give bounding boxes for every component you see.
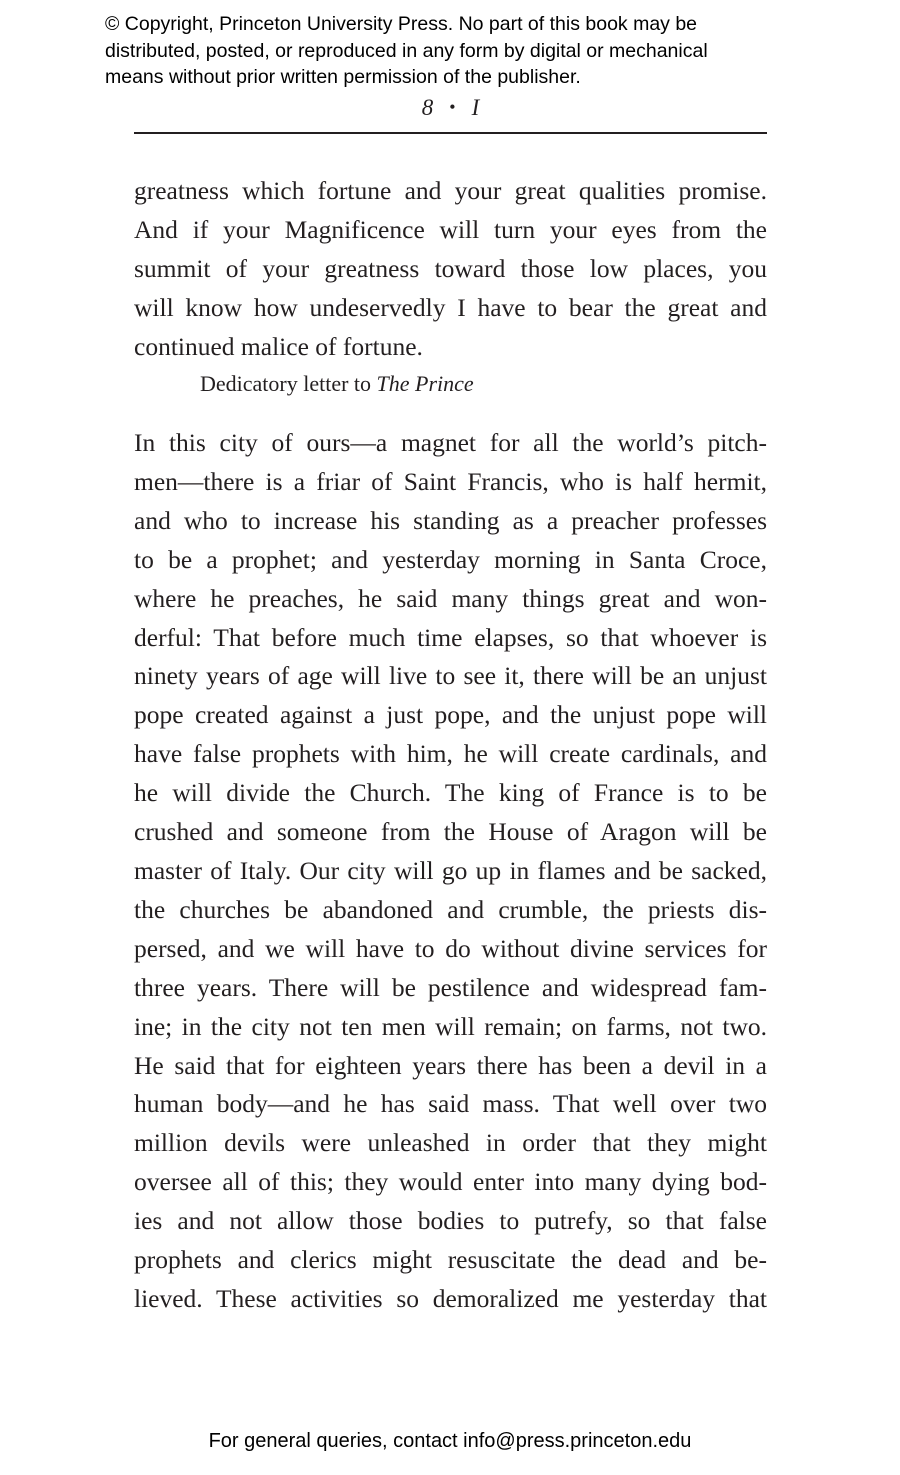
body-line: master of Italy. Our city will go up in flames and be sacked,: [134, 855, 767, 885]
epigraph-line: And if your Magnificence will turn your eyes from the: [134, 214, 767, 244]
body-line: he will divide the Church. The king of France is to be: [134, 778, 767, 808]
body-line: have false prophets with him, he will create cardinals, and: [134, 739, 767, 769]
body-line: persed, and we will have to do without divine services for: [134, 933, 767, 963]
source-title: The Prince: [376, 371, 474, 396]
body-line: oversee all of this; they would enter into many dying bod-: [134, 1167, 767, 1197]
body-line: In this city of ours—a magnet for all the world’s pitch-: [134, 428, 767, 457]
running-head: [134, 94, 767, 123]
body-line: the churches be abandoned and crumble, the priests dis-: [134, 894, 767, 924]
body-line: to be a prophet; and yesterday morning in Santa Croce,: [134, 544, 767, 574]
body-line: crushed and someone from the House of Aragon will be: [134, 817, 767, 847]
body-line: three years. There will be pestilence and widespread fam-: [134, 972, 767, 1002]
body-line: He said that for eighteen years there has been a devil in a: [134, 1050, 767, 1080]
epigraph-text: [134, 172, 767, 367]
epigraph-line: will know how undeservedly I have to bear the great and: [134, 292, 767, 322]
footer-contact: For general queries, contact info@press.princeton.edu: [208, 1430, 692, 1452]
body-line: ninety years of age will live to see it, there will be an unjust: [134, 661, 767, 691]
body-line: human body—and he has said mass. That well over two: [134, 1089, 767, 1119]
page-number: 8: [421, 95, 434, 120]
source-prefix: Dedicatory letter to: [200, 371, 377, 396]
chapter-number: I: [471, 95, 480, 120]
body-line: lieved. These activities so demoralized me yesterday that: [134, 1283, 767, 1313]
copyright-line-3: means without prior written permission of the publisher.: [105, 66, 581, 88]
copyright-notice: [105, 11, 885, 91]
body-line: prophets and clerics might resuscitate the dead and be-: [134, 1245, 767, 1275]
epigraph-line: greatness which fortune and your great qualities promise.: [134, 176, 767, 205]
body-line: ies and not allow those bodies to putrefy, so that false: [134, 1206, 767, 1236]
body-line: men—there is a friar of Saint Francis, who is half hermit,: [134, 466, 767, 496]
epigraph-line: summit of your greatness toward those low places, you: [134, 253, 767, 283]
copyright-line-2: distributed, posted, or reproduced in any form by digital or mechanical: [105, 39, 708, 62]
body-line: derful: That before much time elapses, so that whoever is: [134, 622, 767, 652]
epigraph-source: [200, 369, 474, 399]
body-line: pope created against a just pope, and the unjust pope will: [134, 700, 767, 730]
body-line: and who to increase his standing as a preacher professes: [134, 505, 767, 535]
body-line: ine; in the city not ten men will remain; on farms, not two.: [134, 1011, 767, 1041]
bullet-separator: •: [449, 97, 456, 117]
main-text: [134, 424, 767, 1319]
body-line: where he preaches, he said many things great and won-: [134, 583, 767, 613]
copyright-line-1: © Copyright, Princeton University Press. No part of this book may be: [105, 13, 698, 35]
epigraph-line: continued malice of fortune.: [134, 331, 423, 361]
body-line: million devils were unleashed in order that they might: [134, 1128, 767, 1158]
header-rule: [134, 132, 767, 134]
